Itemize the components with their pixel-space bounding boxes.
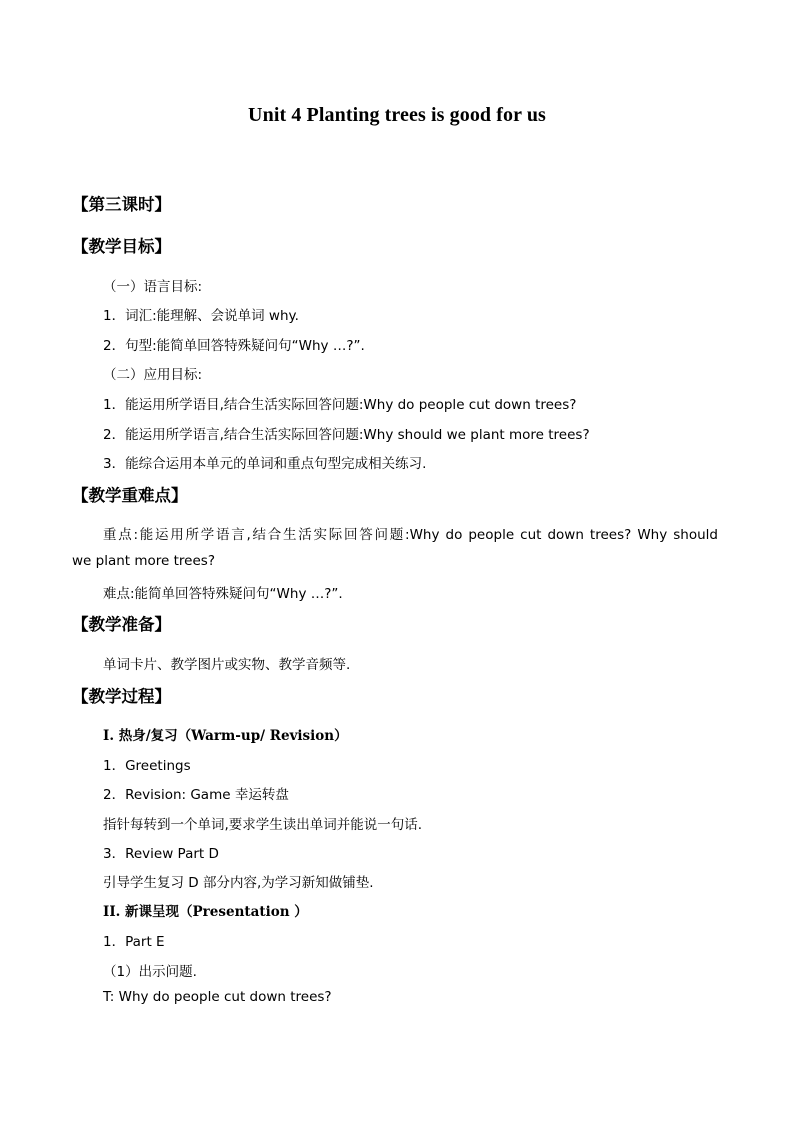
step-presentation-item-1: 1．Part E — [103, 934, 165, 950]
goal-application-item-1: 1．能运用所学语目,结合生活实际回答问题:Why do people cut down trees? — [103, 397, 577, 413]
step-warmup-item-2: 2．Revision: Game 幸运转盘 — [103, 787, 289, 803]
step-warmup-item-3-desc: 引导学生复习 D 部分内容,为学习新知做铺垫. — [103, 875, 374, 891]
step-warmup-item-3: 3．Review Part D — [103, 846, 219, 862]
key-point-line-2: we plant more trees? — [72, 553, 215, 569]
difficult-point: 难点:能简单回答特殊疑问句“Why …?”. — [103, 586, 343, 602]
goal-application-item-3: 3．能综合运用本单元的单词和重点句型完成相关练习. — [103, 456, 427, 472]
goal-application-heading: （二）应用目标: — [103, 367, 203, 383]
goal-language-item-2: 2．句型:能简单回答特殊疑问句“Why …?”. — [103, 338, 365, 354]
document-title: Unit 4 Planting trees is good for us — [248, 104, 546, 126]
section-heading-key-points: 【教学重难点】 — [72, 486, 188, 505]
step-warmup-heading: I. 热身/复习（Warm-up/ Revision） — [103, 728, 348, 744]
goal-language-item-1: 1．词汇:能理解、会说单词 why. — [103, 308, 299, 324]
step-presentation-item-1-sub: （1）出示问题. — [103, 964, 197, 980]
goal-application-item-2: 2．能运用所学语言,结合生活实际回答问题:Why should we plant more trees? — [103, 427, 590, 443]
section-heading-preparation: 【教学准备】 — [72, 615, 171, 634]
preparation-text: 单词卡片、教学图片或实物、教学音频等. — [103, 657, 351, 673]
key-point-line-1: 重点:能运用所学语言,结合生活实际回答问题:Why do people cut down trees? Why should — [103, 527, 718, 543]
step-presentation-heading: II. 新课呈现（Presentation ） — [103, 904, 308, 920]
goal-language-heading: （一）语言目标: — [103, 279, 203, 295]
step-presentation-question: T: Why do people cut down trees? — [103, 989, 332, 1005]
section-heading-process: 【教学过程】 — [72, 687, 171, 706]
section-heading-lesson: 【第三课时】 — [72, 195, 171, 214]
section-heading-goals: 【教学目标】 — [72, 237, 171, 256]
step-warmup-item-1: 1．Greetings — [103, 758, 191, 774]
step-warmup-item-2-desc: 指针每转到一个单词,要求学生读出单词并能说一句话. — [103, 817, 423, 833]
